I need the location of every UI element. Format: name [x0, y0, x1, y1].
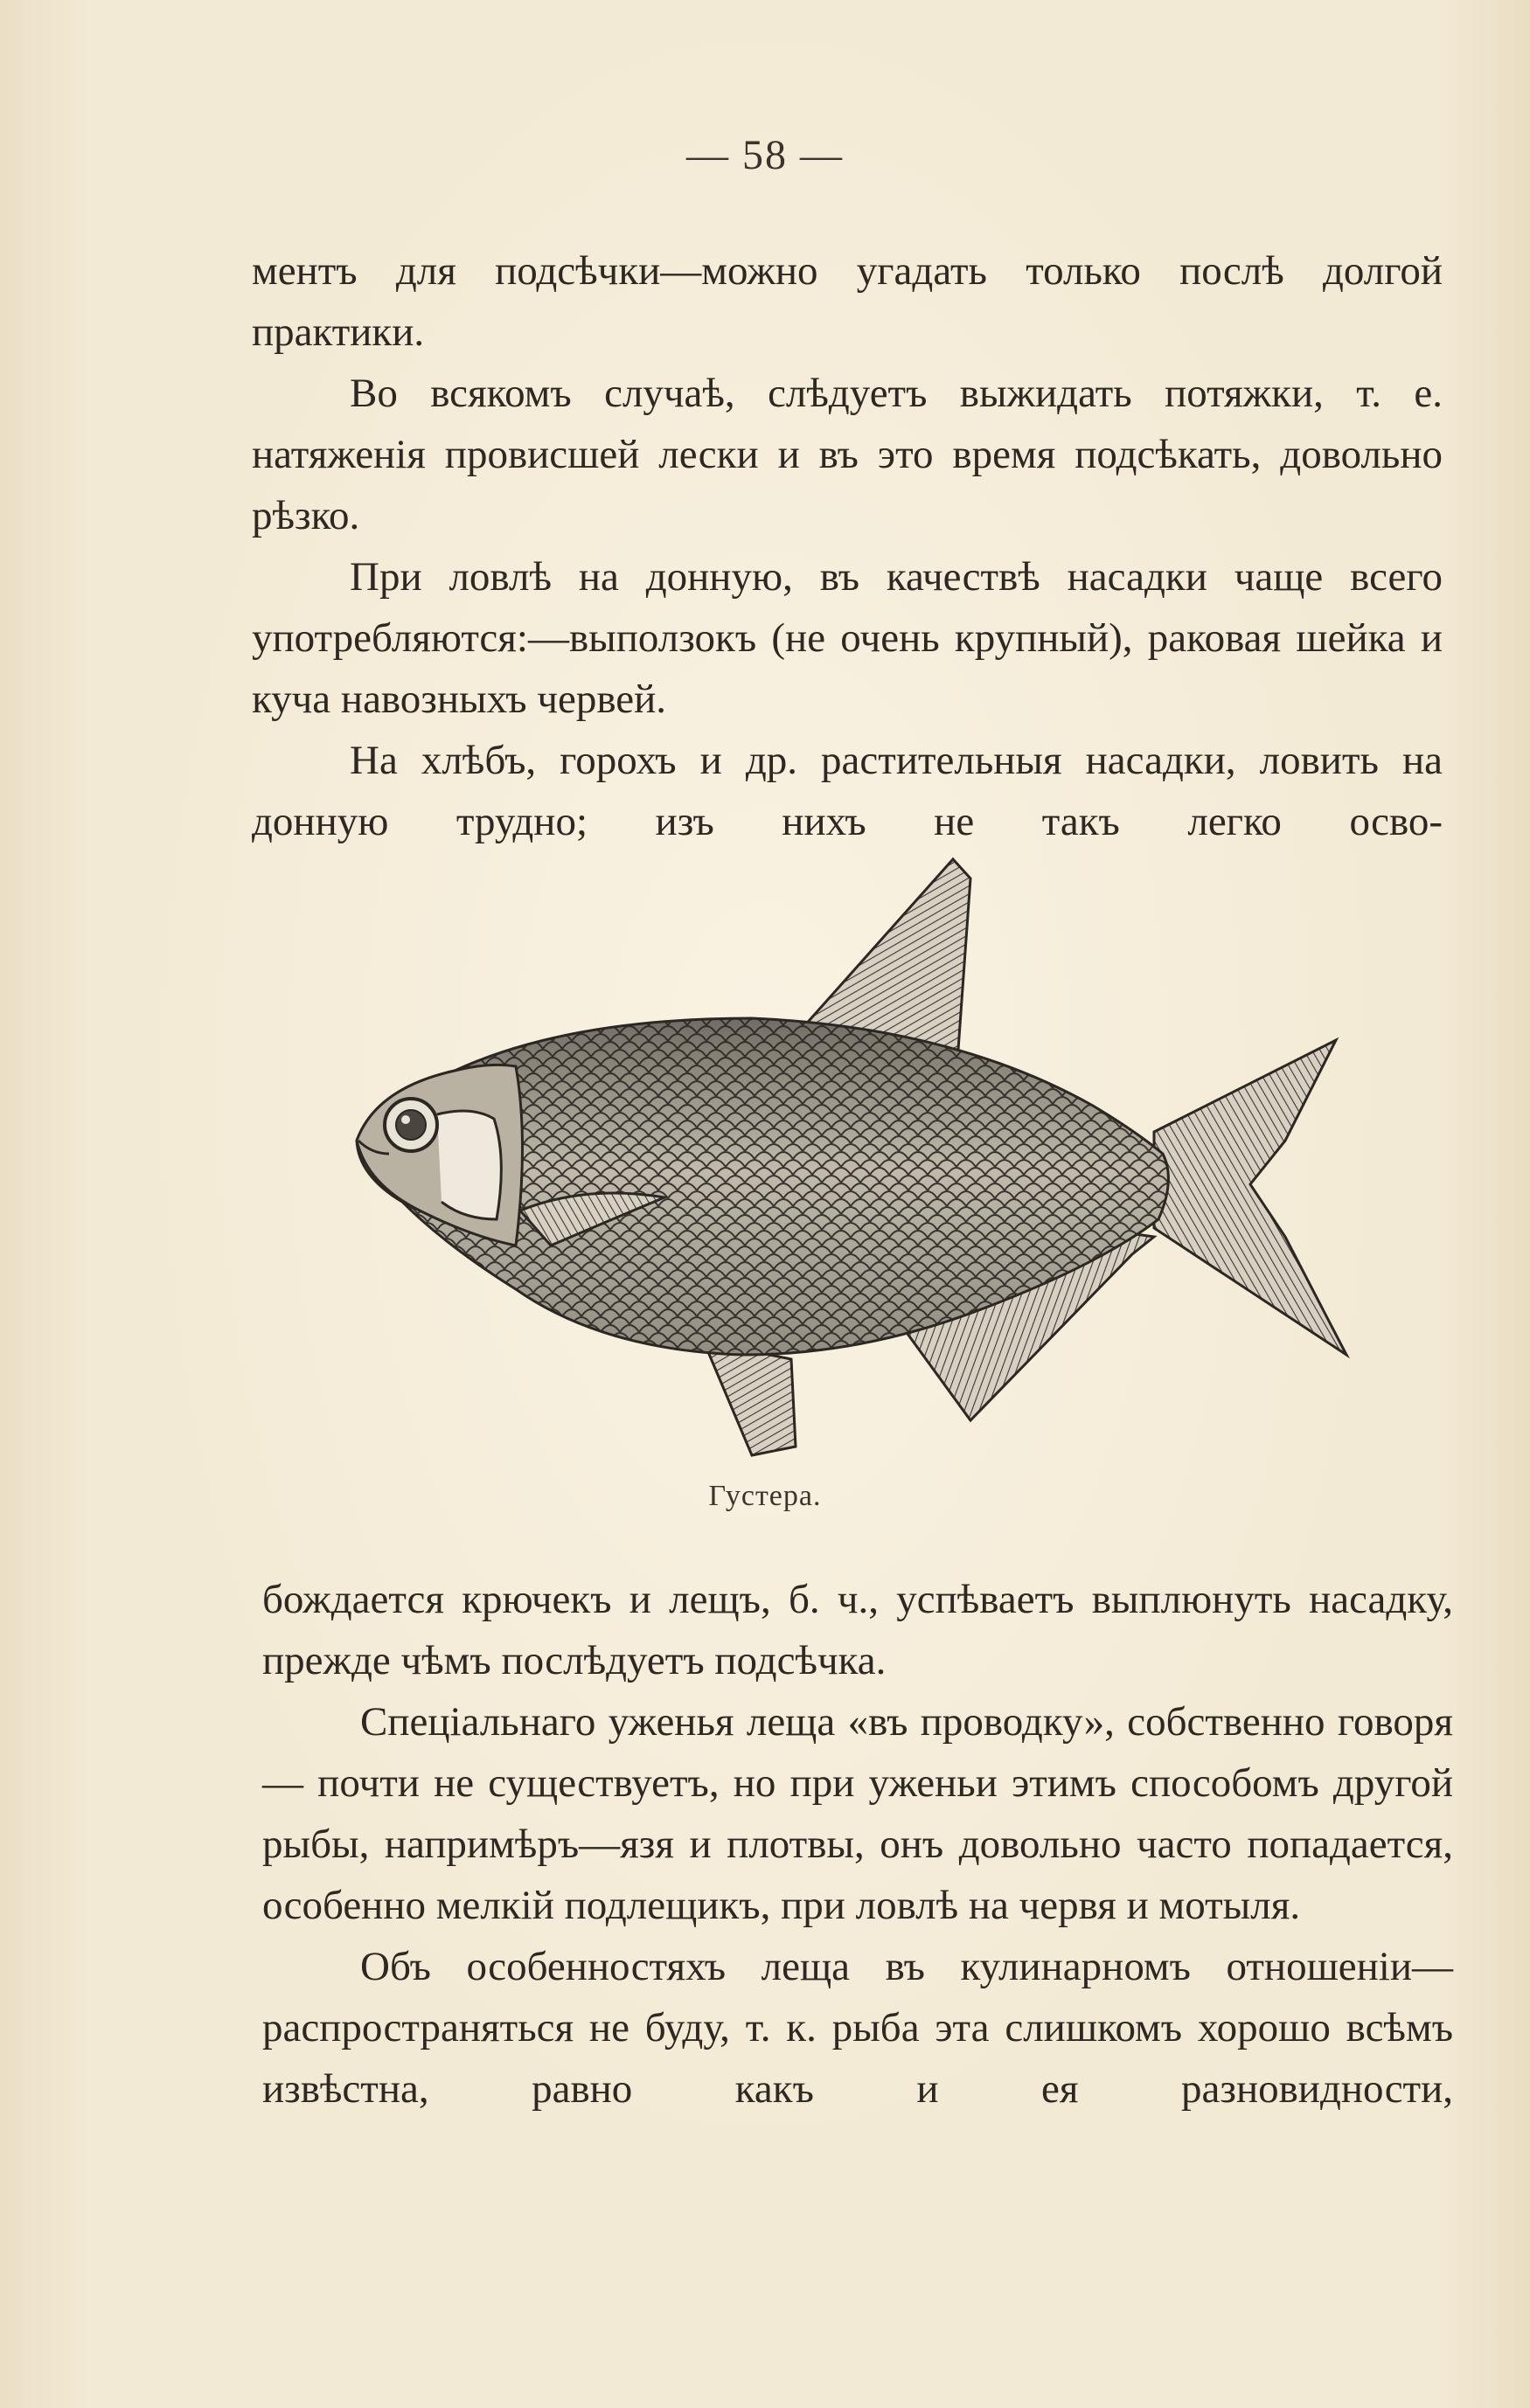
paragraph: На хлѣбъ, горохъ и др. растительныя насадки, ловить на донную трудно; изъ нихъ не такъ легко осво-: [252, 738, 1443, 844]
paragraph: Объ особенностяхъ леща въ кулинарномъ отношеніи—распространяться не буду, т. к. рыба эта слишкомъ хорошо всѣмъ извѣстна, равно какъ и ея разновидности,: [262, 1944, 1453, 2112]
tail-fin: [1154, 1040, 1346, 1355]
paragraph: Во всякомъ случаѣ, слѣдуетъ выжидать потяжки, т. е. натяженія провисшей лески и въ это время подсѣкать, довольно рѣзко.: [252, 371, 1443, 538]
paragraph: При ловлѣ на донную, въ качествѣ насадки чаще всего употребляются:—выползокъ (не очень крупный), раковая шейка и куча навозныхъ червей.: [252, 554, 1443, 722]
text-block-bottom: [262, 1569, 1453, 2120]
paragraph: ментъ для подсѣчки—можно угадать только послѣ долгой практики.: [252, 248, 1443, 355]
paragraph: Спеціальнаго уженья леща «въ проводку», собственно говоря — почти не существуетъ, но при уженьи этимъ способомъ другой рыбы, напримѣръ—язя и плотвы, онъ довольно часто попадается, особенно мелкій подлещикъ, при ловлѣ на червя и мотыля.: [262, 1699, 1453, 1928]
page-number: — 58 —: [686, 132, 844, 178]
fish-illustration: [341, 852, 1373, 1464]
figure-caption: Густера.: [708, 1480, 822, 1512]
gill-cover: [437, 1111, 501, 1219]
paragraph: бождается крючекъ и лещъ, б. ч., успѣваетъ выплюнуть насадку, прежде чѣмъ послѣдуетъ подсѣчка.: [262, 1577, 1453, 1683]
ventral-fin: [704, 1342, 796, 1455]
text-block-top: [252, 240, 1443, 852]
